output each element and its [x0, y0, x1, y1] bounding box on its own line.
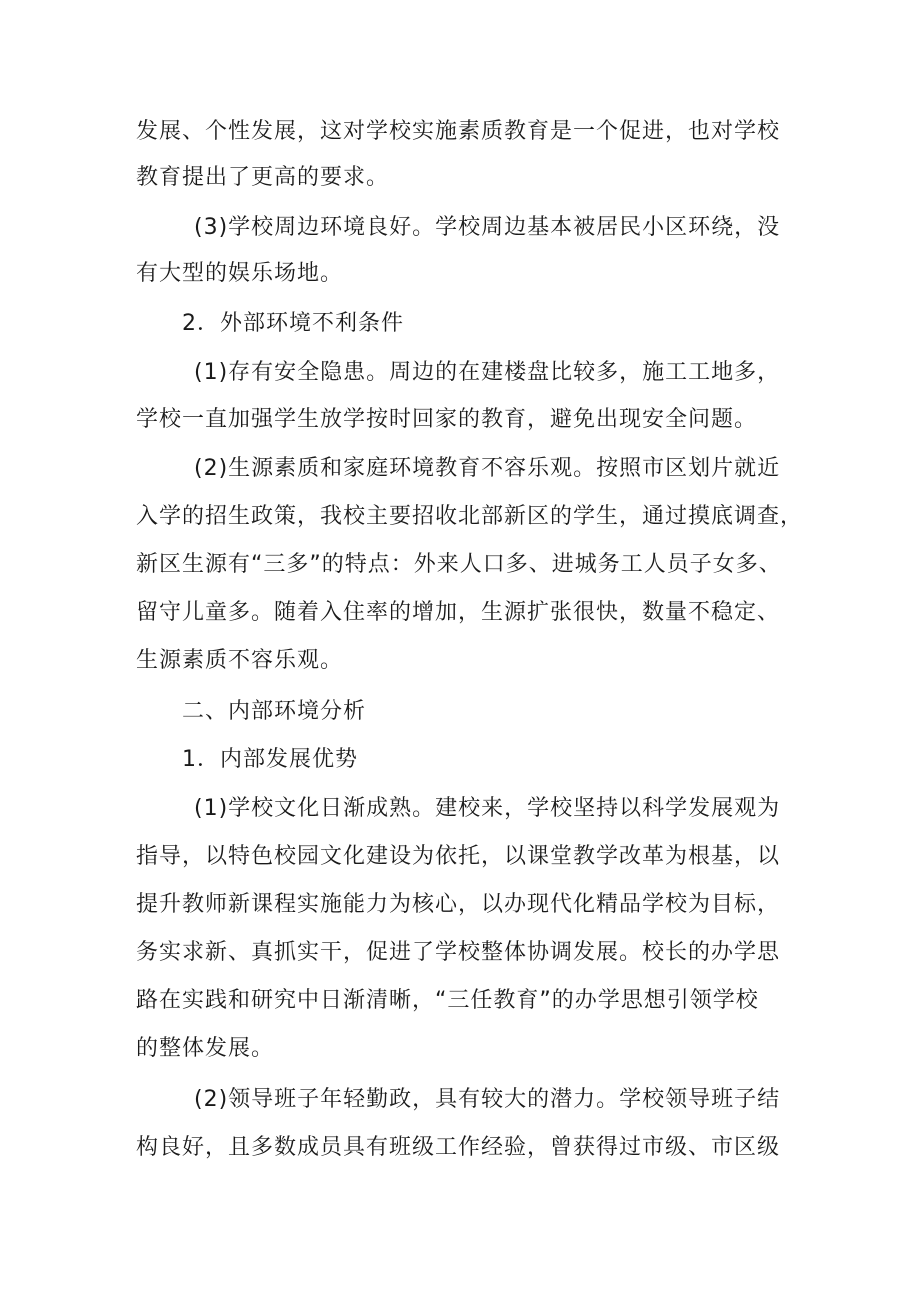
text-line: 留守儿童多。随着入住率的增加，生源扩张很快，数量不稳定、	[136, 600, 781, 625]
text-line: 发展、个性发展，这对学校实施素质教育是一个促进，也对学校	[136, 119, 781, 144]
text-line: 的整体发展。	[136, 1036, 275, 1061]
text-line: 提升教师新课程实施能力为核心，以办现代化精品学校为目标，	[136, 892, 781, 917]
text-line: 生源素质不容乐观。	[136, 648, 344, 673]
section-heading: 2．外部环境不利条件	[182, 311, 404, 336]
text-line: 有大型的娱乐场地。	[136, 261, 344, 286]
text-line: (1)学校文化日渐成熟。建校来，学校坚持以科学发展观为	[194, 796, 781, 821]
text-line: 构良好，且多数成员具有班级工作经验，曾获得过市级、市区级	[136, 1135, 781, 1160]
text-line: 学校一直加强学生放学按时回家的教育，避免出现安全问题。	[136, 407, 758, 432]
text-line: 教育提出了更高的要求。	[136, 165, 390, 190]
text-line: (2)领导班子年轻勤政，具有较大的潜力。学校领导班子结	[194, 1087, 781, 1112]
section-heading: 二、内部环境分析	[182, 699, 367, 724]
text-line: (3)学校周边环境良好。学校周边基本被居民小区环绕，没	[194, 215, 781, 240]
text-line: 路在实践和研究中日渐清晰，“三任教育”的办学思想引领学校	[136, 988, 759, 1013]
section-heading: 1．内部发展优势	[182, 747, 358, 772]
text-line: (2)生源素质和家庭环境教育不容乐观。按照市区划片就近	[194, 456, 781, 481]
text-line: 务实求新、真抓实干，促进了学校整体协调发展。校长的办学思	[136, 940, 781, 965]
text-line: 新区生源有“三多”的特点：外来人口多、进城务工人员子女多、	[136, 552, 782, 577]
text-line: 入学的招生政策，我校主要招收北部新区的学生，通过摸底调查，	[136, 504, 804, 529]
text-line: 指导，以特色校园文化建设为依托，以课堂教学改革为根基，以	[136, 844, 781, 869]
text-line: (1)存有安全隐患。周边的在建楼盘比较多，施工工地多，	[194, 360, 781, 385]
